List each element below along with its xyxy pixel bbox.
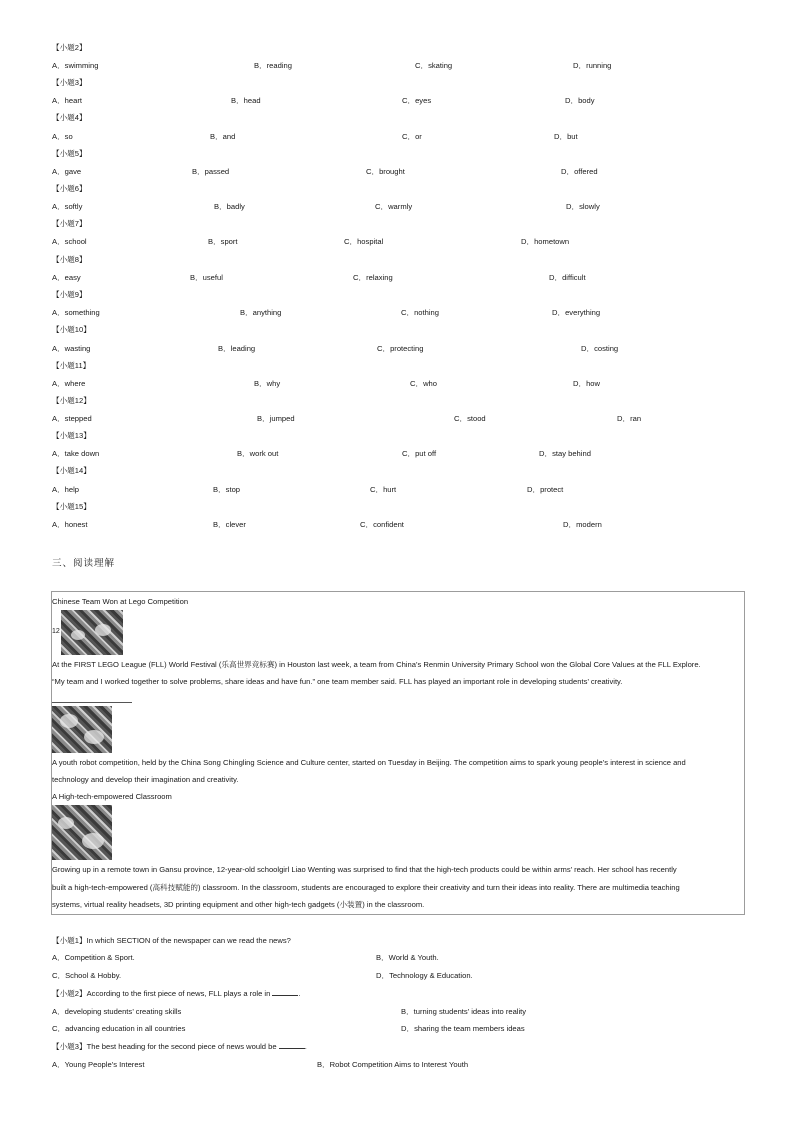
option-a: A．Young People’s Interest: [52, 1060, 145, 1069]
question-number: 【小题11】: [52, 361, 91, 370]
question-stem-text: 【小题2】According to the first piece of news, FLL plays a role in: [52, 989, 271, 998]
option-d: D．ran: [617, 414, 642, 423]
option-d: D．sharing the team members ideas: [401, 1024, 525, 1033]
option-b: B．why: [254, 379, 281, 388]
divider: [52, 702, 132, 703]
option-b: B．stop: [213, 485, 241, 494]
option-c: C．protecting: [377, 344, 424, 353]
question-number: 【小题3】: [52, 78, 87, 87]
option-a: A．something: [52, 308, 100, 317]
option-b: B．and: [210, 132, 236, 141]
option-a: A．swimming: [52, 61, 99, 70]
question-number: 【小题5】: [52, 149, 87, 158]
option-a: A．where: [52, 379, 86, 388]
option-a: A．gave: [52, 167, 82, 176]
option-d: D．Technology & Education.: [376, 971, 473, 980]
option-c: C．skating: [415, 61, 453, 70]
option-a: A．easy: [52, 273, 81, 282]
question-number: 【小题8】: [52, 255, 87, 264]
question-number: 【小题13】: [52, 431, 91, 440]
robot-competition-photo: [52, 706, 112, 753]
option-c: C．advancing education in all countries: [52, 1024, 186, 1033]
question-stem: 【小题1】In which SECTION of the newspaper can we read the news?: [52, 936, 291, 945]
option-c: C．School & Hobby.: [52, 971, 122, 980]
answer-blank: [279, 1041, 305, 1049]
option-d: D．slowly: [566, 202, 600, 211]
option-a: A．help: [52, 485, 80, 494]
answer-blank: [272, 988, 298, 996]
option-a: A．wasting: [52, 344, 91, 353]
option-c: C．relaxing: [353, 273, 393, 282]
question-number: 【小题15】: [52, 502, 91, 511]
option-d: D．protect: [527, 485, 564, 494]
question-number: 【小题6】: [52, 184, 87, 193]
option-c: C．confident: [360, 520, 404, 529]
article-headline: A High-tech-empowered Classroom: [52, 792, 172, 801]
option-b: B．clever: [213, 520, 246, 529]
option-d: D．costing: [581, 344, 619, 353]
section-title: 三、阅读理解: [52, 558, 116, 569]
option-a: A．softly: [52, 202, 83, 211]
option-b: B．leading: [218, 344, 256, 353]
option-c: C．stood: [454, 414, 486, 423]
option-b: B．jumped: [257, 414, 295, 423]
option-d: D．everything: [552, 308, 601, 317]
question-number: 【小题9】: [52, 290, 87, 299]
option-b: B．passed: [192, 167, 230, 176]
option-a: A．stepped: [52, 414, 92, 423]
option-d: D．hometown: [521, 237, 570, 246]
option-b: B．Robot Competition Aims to Interest Youth: [317, 1060, 469, 1069]
option-d: D．body: [565, 96, 595, 105]
option-d: D．offered: [561, 167, 598, 176]
option-a: A．school: [52, 237, 87, 246]
question-number: 【小题10】: [52, 325, 91, 334]
article-headline: Chinese Team Won at Lego Competition: [52, 597, 189, 606]
option-b: B．badly: [214, 202, 245, 211]
option-c: C．or: [402, 132, 422, 141]
option-a: A．Competition & Sport.: [52, 953, 135, 962]
option-c: C．warmly: [375, 202, 413, 211]
option-c: C．nothing: [401, 308, 439, 317]
option-b: B．head: [231, 96, 261, 105]
option-b: B．useful: [190, 273, 223, 282]
article-paragraph: Growing up in a remote town in Gansu province, 12-year-old schoolgirl Liao Wenting was surprised to find that the high-tech products could be within arms’ reach. Her school has recently: [52, 865, 677, 874]
article-paragraph: A youth robot competition, held by the China Song Chingling Science and Culture center, started on Tuesday in Beijing. The competition aims to spark young people’s interest in science and: [52, 758, 686, 767]
article-paragraph: systems, virtual reality headsets, 3D printing equipment and other high-tech gadgets (小装置) in the classroom.: [52, 900, 425, 909]
question-stem: 【小题2】According to the first piece of news, FLL plays a role in .: [52, 989, 301, 998]
option-d: D．modern: [563, 520, 602, 529]
option-d: D．stay behind: [539, 449, 591, 458]
option-a: A．so: [52, 132, 73, 141]
article-paragraph: technology and develop their imagination and creativity.: [52, 775, 239, 784]
option-c: C．eyes: [402, 96, 432, 105]
option-a: A．developing students’ creating skills: [52, 1007, 182, 1016]
option-a: A．honest: [52, 520, 88, 529]
option-c: C．hospital: [344, 237, 384, 246]
article-paragraph: built a high-tech-empowered (高科技赋能的) classroom. In the classroom, students are encouraged to explore their creativity and turn their ideas into reality. There are multimedia teaching: [52, 883, 680, 892]
option-a: A．take down: [52, 449, 100, 458]
question-number: 【小题14】: [52, 466, 91, 475]
photo-label: 12: [52, 628, 60, 635]
option-c: C．brought: [366, 167, 405, 176]
question-number: 【小题7】: [52, 219, 87, 228]
option-a: A．heart: [52, 96, 82, 105]
option-b: B．work out: [237, 449, 279, 458]
option-d: D．but: [554, 132, 578, 141]
question-number: 【小题12】: [52, 396, 91, 405]
option-c: C．who: [410, 379, 438, 388]
option-b: B．World & Youth.: [376, 953, 439, 962]
question-stem-text: 【小题3】The best heading for the second piece of news would be: [52, 1042, 277, 1051]
classroom-photo: [52, 805, 112, 860]
option-d: D．running: [573, 61, 612, 70]
option-c: C．put off: [402, 449, 437, 458]
article-paragraph: “My team and I worked together to solve problems, share ideas and have fun.” one team member said. FLL has played an important role in developing students’ creativity.: [52, 677, 623, 686]
option-d: D．how: [573, 379, 601, 388]
question-number: 【小题4】: [52, 113, 87, 122]
article-paragraph: At the FIRST LEGO League (FLL) World Festival (乐高世界竞标赛) in Houston last week, a team from China’s Renmin University Primary School won the Global Core Values at the FLL Explore.: [52, 660, 701, 669]
lego-competition-photo: [61, 610, 123, 655]
option-b: B．turning students’ ideas into reality: [401, 1007, 527, 1016]
question-number: 【小题2】: [52, 43, 87, 52]
option-b: B．sport: [208, 237, 238, 246]
option-b: B．reading: [254, 61, 292, 70]
option-b: B．anything: [240, 308, 282, 317]
option-d: D．difficult: [549, 273, 586, 282]
question-stem: 【小题3】The best heading for the second piece of news would be .: [52, 1042, 307, 1051]
option-c: C．hurt: [370, 485, 397, 494]
